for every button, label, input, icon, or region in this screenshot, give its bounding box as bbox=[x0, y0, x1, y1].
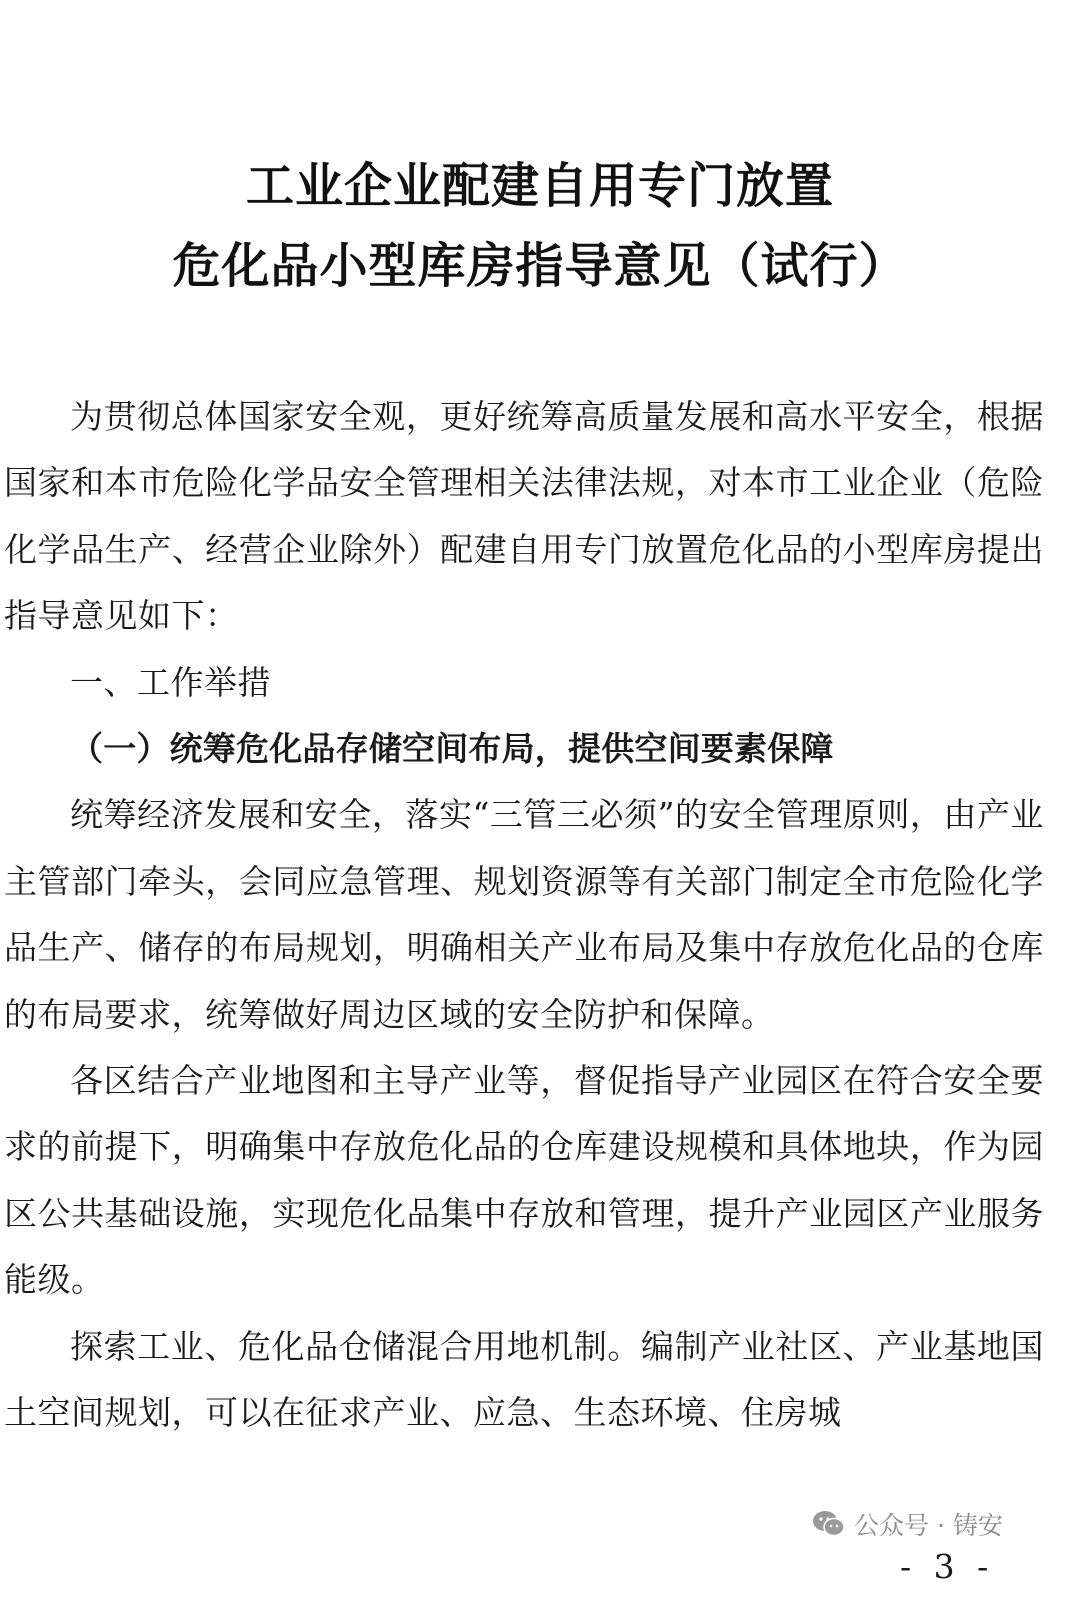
wechat-icon bbox=[812, 1509, 846, 1539]
body-paragraph: 各区结合产业地图和主导产业等，督促指导产业园区在符合安全要求的前提下，明确集中存放危化品的仓库建设规模和具体地块，作为园区公共基础设施，实现危化品集中存放和管理，提升产业园区产业服务能级。 bbox=[4, 1061, 1044, 1300]
page-number: - 3 - bbox=[900, 1547, 995, 1586]
document-body bbox=[4, 384, 1044, 1447]
source-watermark bbox=[812, 1506, 1003, 1542]
document-title-line-2: 危化品小型库房指导意见（试行） bbox=[172, 238, 908, 294]
section-heading: 一、工作举措 bbox=[70, 662, 271, 702]
watermark-text: 公众号 · 铸安 bbox=[854, 1511, 1003, 1540]
document-title-line-1: 工业企业配建自用专门放置 bbox=[245, 158, 834, 214]
body-paragraph: 探索工业、危化品仓储混合用地机制。编制产业社区、产业基地国土空间规划，可以在征求产业、应急、生态环境、住房城 bbox=[4, 1326, 1044, 1433]
body-paragraph: 统筹经济发展和安全，落实“三管三必须”的安全管理原则，由产业主管部门牵头，会同应急管理、规划资源等有关部门制定全市危险化学品生产、储存的布局规划，明确相关产业布局及集中存放危化品的仓库的布局要求，统筹做好周边区域的安全防护和保障。 bbox=[4, 795, 1044, 1034]
subsection-heading: （一）统筹危化品存储空间布局，提供空间要素保障 bbox=[70, 729, 834, 769]
intro-paragraph: 为贯彻总体国家安全观，更好统筹高质量发展和高水平安全，根据国家和本市危险化学品安全管理相关法律法规，对本市工业企业（危险化学品生产、经营企业除外）配建自用专门放置危化品的小型库房提出指导意见如下： bbox=[4, 397, 1044, 636]
